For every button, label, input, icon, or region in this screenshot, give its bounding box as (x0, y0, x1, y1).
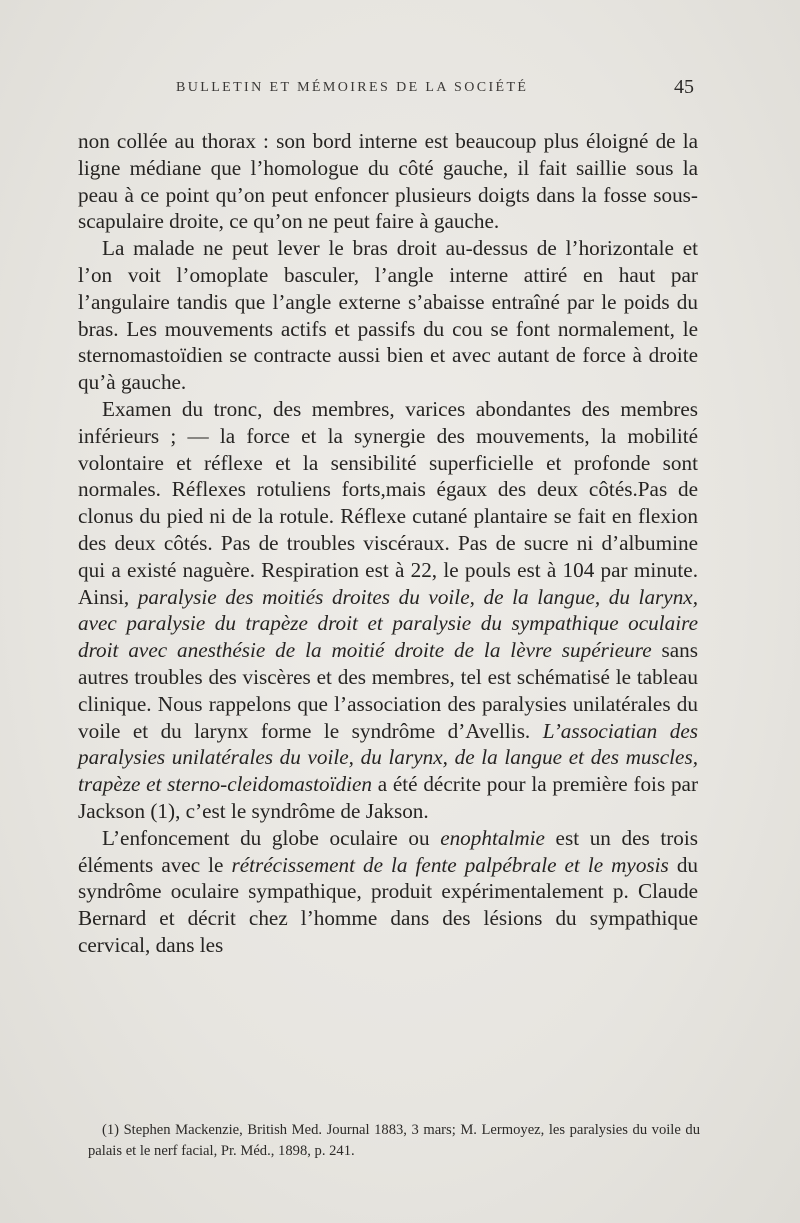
text-run: Examen du tronc, des membres, varices abondantes des membres inférieurs ; — la force et la synergie des mouvements, la mobilité volontaire et réflexe et la sensibilité superficielle et profonde sont normales. Réflexes rotuliens forts,mais égaux des deux côtés.Pas de clonus du pied ni de la rotule. Réflexe cutané plantaire se fait en flexion des deux côtés. Pas de troubles viscéraux. Pas de sucre ni d’albumine qui a existé naguère. Respiration est à 22, le pouls est à 104 par minute. Ainsi, (78, 396, 698, 609)
body-text (78, 128, 698, 959)
italic-run: rétrécissement de la fente palpébrale et le myosis (231, 852, 669, 877)
text-run: a été décrite pour la première fois par Jackson (1), c’est le syndrôme de Jakson. (78, 772, 698, 823)
text-run: sans autres troubles des viscères et des membres, tel est schématisé le tableau clinique. Nous rappelons que l’association des paralysies unilatérales du voile et du larynx forme le syndrôme d’Avellis. (78, 638, 698, 743)
text-run: du syndrôme oculaire sympathique, produit expérimentalement p. Claude Bernard et décrit chez l’homme dans des lésions du sympathique cervical, dans les (78, 852, 699, 957)
paragraph-continuation: non collée au thorax : son bord interne est beaucoup plus éloigné de la ligne médiane que l’homologue du côté gauche, il fait saillie sous la peau à ce point qu’on peut enfoncer plusieurs doigts dans la fosse sous-scapulaire droite, ce qu’on ne peut faire à gauche. (78, 129, 698, 234)
italic-run: paralysie des moitiés droites du voile, de la langue, du larynx, avec paralysie du trapèze droit et paralysie du sympathique oculaire droit avec anesthésie de la moitié droite de la lèvre supérieure (78, 584, 698, 663)
italic-run: L’associatian des paralysies unilatérales du voile, du larynx, de la langue et des muscles, trapèze et sterno-cleidomastoïdien (78, 718, 698, 797)
italic-run: enophtalmie (440, 825, 545, 850)
page-header (78, 76, 698, 102)
paragraph-examination (78, 396, 698, 825)
running-head: BULLETIN ET MÉMOIRES DE LA SOCIÉTÉ (176, 80, 529, 95)
text-run: L’enfoncement du globe oculaire ou (102, 825, 441, 850)
footnote: (1) Stephen Mackenzie, British Med. Journal 1883, 3 mars; M. Lermoyez, les paralysies du voile du palais et le nerf facial, Pr. Méd., 1898, p. 241. (88, 1122, 700, 1159)
paragraph-enophtalmie (78, 825, 698, 959)
text-run: est un des trois éléments avec le (78, 825, 699, 877)
paragraph-arm-movement: La malade ne peut lever le bras droit au-dessus de l’horizontale et l’on voit l’omoplate basculer, l’angle interne attiré en haut par l’angulaire tandis que l’angle externe s’abaisse entraîné par le poids du bras. Les mouvements actifs et passifs du cou se font normalement, le sternomastoïdien se contracte aussi bien et avec autant de force à droite qu’à gauche. (78, 236, 698, 395)
page-number: 45 (674, 76, 694, 98)
